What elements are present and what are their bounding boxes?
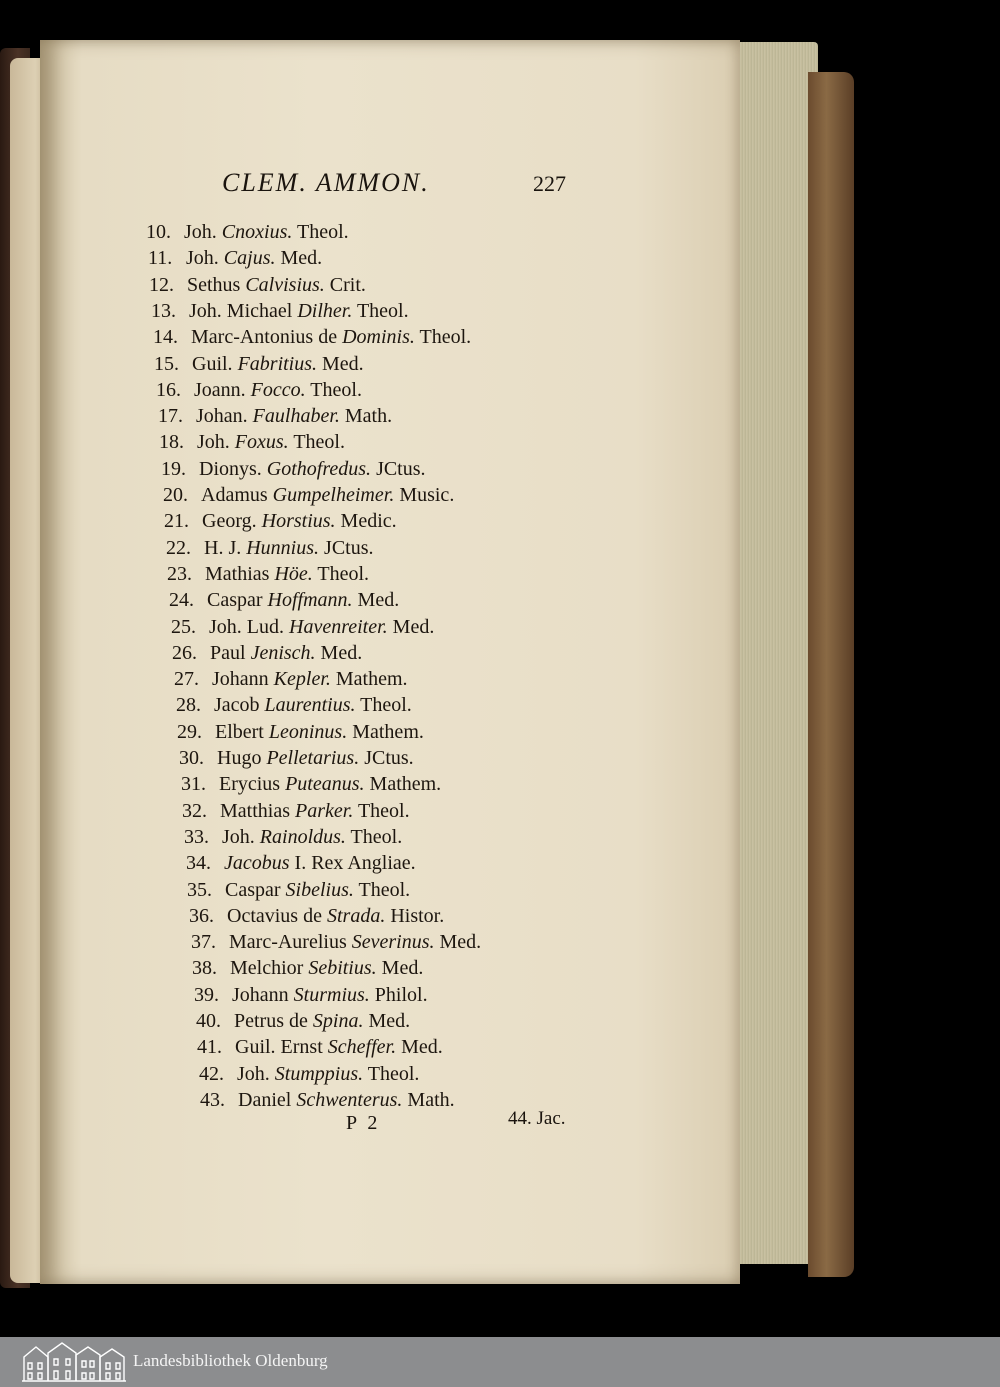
entry-discipline: Theol. xyxy=(312,562,370,585)
entry-surname: Fabritius. xyxy=(237,352,318,375)
entry-line xyxy=(158,404,392,428)
entry-discipline: JCtus. xyxy=(359,747,414,769)
footer-bar xyxy=(0,1337,1000,1387)
entry-number: 19. xyxy=(161,457,186,480)
entry-surname: Cajus. xyxy=(223,247,276,270)
right-cover xyxy=(808,72,854,1277)
entry-line xyxy=(164,509,397,533)
entry-forename: Paul xyxy=(210,641,251,664)
entry-surname: Pelletarius. xyxy=(266,747,360,769)
entry-forename: Marc-Antonius de xyxy=(191,326,343,349)
entry-number: 34. xyxy=(186,852,211,875)
entry-surname: Dominis. xyxy=(342,326,415,349)
library-building-icon xyxy=(22,1341,126,1383)
entry-discipline: Philol. xyxy=(369,983,428,1006)
entry-number: 13. xyxy=(151,299,176,322)
entry-forename: Dionys. xyxy=(199,457,267,480)
entry-forename: Caspar xyxy=(207,589,268,612)
entry-line xyxy=(177,720,424,744)
entry-number: 20. xyxy=(163,484,188,506)
entry-surname: Hoffmann. xyxy=(267,589,353,612)
entry-line xyxy=(156,378,362,402)
entry-line xyxy=(154,352,364,376)
entry-line xyxy=(200,1088,455,1112)
entry-discipline: Med. xyxy=(434,931,482,954)
entry-surname: Kepler. xyxy=(273,668,331,691)
entry-forename: Joann. xyxy=(194,378,251,401)
entry-line xyxy=(151,299,409,323)
entry-forename: Joh. xyxy=(184,221,222,243)
entry-number: 21. xyxy=(164,510,189,533)
entry-number: 11. xyxy=(148,247,173,270)
entry-discipline: I. Rex Angliae. xyxy=(289,852,416,875)
entry-forename: Joh. xyxy=(237,1062,275,1085)
entry-forename: Erycius xyxy=(219,773,286,796)
entry-line xyxy=(149,273,366,297)
catchword: 44. Jac. xyxy=(508,1108,566,1129)
entry-surname: Parker. xyxy=(295,799,354,822)
entry-forename: Hugo xyxy=(217,747,267,769)
entry-line xyxy=(192,956,423,980)
entry-surname: Faulhaber. xyxy=(252,405,340,428)
entry-line xyxy=(184,825,402,849)
entry-discipline: Mathem. xyxy=(364,773,442,796)
entry-forename: Georg. xyxy=(202,510,262,533)
entry-number: 38. xyxy=(192,957,217,980)
entry-number: 25. xyxy=(171,615,196,638)
entry-line xyxy=(166,536,374,560)
entry-surname: Focco. xyxy=(250,378,306,401)
entry-forename: Melchior xyxy=(230,957,309,980)
entry-discipline: Med. xyxy=(275,247,323,270)
entry-forename: Elbert xyxy=(215,720,269,743)
entry-surname: Spina. xyxy=(312,1010,364,1032)
entry-surname: Sturmius. xyxy=(293,983,370,1006)
entry-discipline: Histor. xyxy=(385,904,445,927)
entry-surname: Sibelius. xyxy=(285,878,354,901)
entry-forename: Joh. Michael xyxy=(189,299,298,322)
entry-discipline: Theol. xyxy=(305,378,362,401)
entry-line xyxy=(189,904,444,928)
entry-discipline: Music. xyxy=(394,484,455,506)
entry-number: 22. xyxy=(166,536,191,559)
entry-number: 30. xyxy=(179,747,204,769)
entry-discipline: JCtus. xyxy=(371,457,426,480)
entry-forename: Marc-Aurelius xyxy=(229,931,352,954)
entry-number: 26. xyxy=(172,641,197,664)
entry-surname: Rainoldus. xyxy=(259,825,346,848)
entry-surname: Laurentius. xyxy=(264,694,356,717)
entry-discipline: Med. xyxy=(376,957,424,980)
entry-line xyxy=(171,615,434,639)
entry-surname: Cnoxius. xyxy=(221,221,293,243)
entry-forename: Octavius de xyxy=(227,904,327,927)
entry-line xyxy=(163,483,454,507)
entry-surname: Scheffer. xyxy=(327,1036,397,1059)
entry-forename: Guil. xyxy=(192,352,238,375)
entry-discipline: Theol. xyxy=(363,1062,420,1085)
entry-surname: Jacobus xyxy=(224,852,290,875)
entry-line xyxy=(191,930,481,954)
entry-discipline: Med. xyxy=(315,641,363,664)
entry-discipline: Theol. xyxy=(288,431,345,454)
entry-number: 16. xyxy=(156,378,181,401)
entry-forename: Mathias xyxy=(205,562,275,585)
entry-discipline: JCtus. xyxy=(319,536,374,559)
entry-surname: Foxus. xyxy=(234,431,289,454)
entry-discipline: Theol. xyxy=(292,221,349,243)
entry-number: 35. xyxy=(187,878,212,901)
entry-forename: Johann xyxy=(212,668,274,691)
entry-line xyxy=(172,641,362,665)
entry-surname: Severinus. xyxy=(351,931,435,954)
entry-forename: Jacob xyxy=(214,694,265,717)
entry-forename: Johann xyxy=(232,983,294,1006)
entry-discipline: Mathem. xyxy=(330,668,408,691)
entry-discipline: Med. xyxy=(363,1010,411,1032)
entry-discipline: Math. xyxy=(339,405,393,428)
entry-forename: Johan. xyxy=(196,405,253,428)
entry-forename: Joh. Lud. xyxy=(209,615,289,638)
entry-surname: Schwenterus. xyxy=(296,1088,403,1111)
entry-line xyxy=(146,220,349,244)
entry-surname: Jenisch. xyxy=(250,641,316,664)
entry-discipline: Theol. xyxy=(345,825,403,848)
entry-line xyxy=(161,457,426,481)
entry-number: 24. xyxy=(169,589,194,612)
entry-discipline: Crit. xyxy=(324,273,366,296)
entry-discipline: Theol. xyxy=(414,326,472,349)
entry-number: 15. xyxy=(154,352,179,375)
entry-number: 12. xyxy=(149,273,174,296)
entry-line xyxy=(179,746,414,770)
entry-line xyxy=(197,1035,443,1059)
page-block-edges xyxy=(728,42,818,1264)
entry-number: 42. xyxy=(199,1062,224,1085)
entry-line xyxy=(186,851,416,875)
entry-forename: Joh. xyxy=(186,247,224,270)
entry-number: 43. xyxy=(200,1088,225,1111)
entry-forename: Matthias xyxy=(220,799,295,822)
entry-number: 14. xyxy=(153,326,178,349)
entry-line xyxy=(199,1062,419,1086)
entry-line xyxy=(181,772,441,796)
entry-number: 10. xyxy=(146,221,171,243)
entry-forename: Sethus xyxy=(187,273,246,296)
entry-forename: Joh. xyxy=(222,825,260,848)
entry-number: 39. xyxy=(194,983,219,1006)
entry-discipline: Mathem. xyxy=(347,720,424,743)
entry-forename: Guil. Ernst xyxy=(235,1036,328,1059)
page-number: 227 xyxy=(533,171,566,196)
entry-line xyxy=(153,325,471,349)
entry-line xyxy=(167,562,369,586)
entry-number: 28. xyxy=(176,694,201,717)
entry-surname: Leoninus. xyxy=(268,720,348,743)
entry-line xyxy=(174,667,408,691)
entry-surname: Gothofredus. xyxy=(266,457,372,480)
entry-number: 41. xyxy=(197,1036,222,1059)
entry-line xyxy=(176,693,412,717)
entry-discipline: Theol. xyxy=(353,878,411,901)
entry-discipline: Med. xyxy=(396,1036,443,1059)
entry-line xyxy=(169,588,399,612)
entry-discipline: Med. xyxy=(352,589,400,612)
entry-discipline: Med. xyxy=(387,615,435,638)
entry-surname: Hunnius. xyxy=(246,536,320,559)
entry-forename: Adamus xyxy=(201,484,273,506)
entry-number: 37. xyxy=(191,931,216,954)
entry-line xyxy=(187,878,410,902)
entry-surname: Havenreiter. xyxy=(289,615,388,638)
entry-number: 18. xyxy=(159,431,184,454)
entry-discipline: Theol. xyxy=(352,299,409,322)
entry-discipline: Med. xyxy=(317,352,364,375)
entry-number: 33. xyxy=(184,825,209,848)
entry-number: 32. xyxy=(182,799,207,822)
entry-forename: Caspar xyxy=(225,878,286,901)
library-name: Landesbibliothek Oldenburg xyxy=(133,1351,328,1370)
entry-number: 40. xyxy=(196,1010,221,1032)
entry-forename: Joh. xyxy=(197,431,235,454)
entry-surname: Höe. xyxy=(274,562,313,585)
entry-forename: Daniel xyxy=(238,1088,297,1111)
entry-surname: Dilher. xyxy=(297,299,353,322)
entry-number: 23. xyxy=(167,562,192,585)
entry-surname: Puteanus. xyxy=(285,773,365,796)
entry-line xyxy=(159,430,345,454)
entry-line xyxy=(182,799,410,823)
entry-surname: Stumppius. xyxy=(274,1062,364,1085)
entry-number: 17. xyxy=(158,405,183,428)
entry-surname: Gumpelheimer. xyxy=(272,484,395,506)
entry-surname: Sebitius. xyxy=(308,957,377,980)
entry-discipline: Medic. xyxy=(335,510,397,533)
entry-surname: Calvisius. xyxy=(245,273,325,296)
entry-discipline: Math. xyxy=(402,1088,455,1111)
entry-line xyxy=(148,246,322,270)
entry-line xyxy=(194,983,428,1007)
entry-number: 36. xyxy=(189,904,214,927)
entry-surname: Horstius. xyxy=(261,510,336,533)
entry-discipline: Theol. xyxy=(353,799,410,822)
entry-forename: Petrus de xyxy=(234,1010,313,1032)
entry-line xyxy=(196,1009,410,1033)
running-head: CLEM. AMMON. xyxy=(222,168,430,197)
entry-number: 31. xyxy=(181,773,206,796)
entry-number: 29. xyxy=(177,720,202,743)
entry-forename: H. J. xyxy=(204,536,247,559)
entry-number: 27. xyxy=(174,668,199,691)
entry-surname: Strada. xyxy=(326,904,386,927)
signature-mark: P 2 xyxy=(346,1112,381,1134)
entry-discipline: Theol. xyxy=(355,694,412,717)
